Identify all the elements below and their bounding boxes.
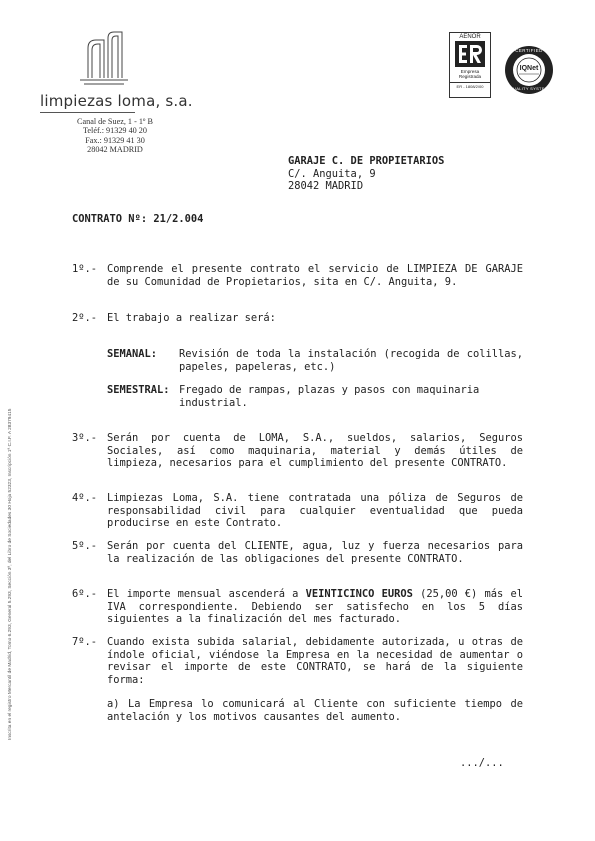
clause-number: 6º.-	[72, 588, 98, 600]
clause-5-text: Serán por cuenta del CLIENTE, agua, luz y fuerza necesarios para la realización de las obligaciones del presente CONTRATO.	[107, 540, 523, 565]
aenor-code: ER - 1808/2/00	[450, 82, 490, 89]
aenor-line1: Empresa	[460, 69, 480, 74]
iqnet-center: IQNet	[519, 65, 539, 72]
company-name: limpiezas loma, s.a.	[40, 92, 193, 110]
company-address	[60, 117, 170, 155]
aenor-er-icon	[455, 41, 485, 67]
contract-number: CONTRATO Nº: 21/2.004	[72, 213, 204, 225]
clause-6-amount: VEINTICINCO EUROS	[305, 588, 413, 600]
company-logo	[70, 28, 134, 90]
iqnet-ring-bottom: QUALITY SYSTEM	[509, 86, 549, 91]
clause-6-text	[107, 588, 523, 626]
address-line: 28042 MADRID	[87, 145, 143, 155]
clause-4-text: Limpiezas Loma, S.A. tiene contratada una póliza de Seguros de responsabilidad civil para cualquier eventualidad que pueda producirse en este Contrato.	[107, 492, 523, 530]
address-line: Fax.: 91329 41 30	[85, 135, 145, 145]
clause-number: 3º.-	[72, 432, 98, 444]
clause-2-text: El trabajo a realizar será:	[107, 312, 276, 324]
registry-side-note: Inscrita en el registro Mercantil de Madrid, Tomo 6.293, General 5.293, Sección 3ª, del Libro de Sociedades 30 Hoja 52323, Inscripción 1ª C.I.F. A 28379415	[8, 408, 13, 740]
clause-number: 7º.-	[72, 636, 98, 648]
clause-7-text: Cuando exista subida salarial, debidamente autorizada, u otras de índole oficial, viéndose la Empresa en la necesidad de aumentar o revisar el importe de este CONTRATO, se hará de la siguiente forma:	[107, 636, 523, 686]
clause-6-pre: El importe mensual ascenderá a	[107, 588, 306, 600]
logo-underline	[40, 112, 135, 113]
semanal-label: SEMANAL:	[107, 348, 158, 360]
clause-3-text: Serán por cuenta de LOMA, S.A., sueldos, salarios, Seguros Sociales, así como maquinaria, material y demás útiles de limpieza, necesarios para el cumplimiento del presente CONTRATO.	[107, 432, 523, 470]
address-line: Canal de Suez, 1 - 1º B	[77, 117, 153, 126]
clause-number: 5º.-	[72, 540, 98, 552]
recipient-street: C/. Anguita, 9	[288, 167, 376, 180]
recipient-block	[288, 155, 548, 193]
clause-6-post: (25,00 €) más el IVA correspondiente. Debiendo ser satisfecho en los 5 días siguientes a la finalización del mes facturado.	[107, 588, 523, 626]
aenor-line2: Registrada	[458, 74, 482, 79]
clause-number: 4º.-	[72, 492, 98, 504]
semestral-text: Fregado de rampas, plazas y pasos con maquinaria industrial.	[179, 384, 480, 409]
clause-number: 2º.-	[72, 312, 98, 324]
continuation-mark: .../...	[460, 757, 504, 769]
iqnet-ring-top: CERTIFIED	[515, 48, 543, 53]
semestral-label: SEMESTRAL:	[107, 384, 170, 396]
clause-1-text: Comprende el presente contrato el servicio de LIMPIEZA DE GARAJE de su Comunidad de Propietarios, sita en C/. Anguita, 9.	[107, 263, 523, 288]
aenor-title: AENOR	[459, 34, 481, 40]
clause-number: 1º.-	[72, 263, 98, 275]
clause-7a-text: a) La Empresa lo comunicará al Cliente con suficiente tiempo de antelación y los motivos causantes del aumento.	[107, 698, 523, 723]
address-line: Teléf.: 91329 40 20	[82, 126, 147, 136]
recipient-city: 28042 MADRID	[288, 180, 364, 193]
semanal-text: Revisión de toda la instalación (recogida de colillas, papeles, papeleras, etc.)	[179, 348, 523, 373]
logo-mark-icon	[70, 28, 134, 90]
iqnet-badge	[503, 44, 555, 96]
aenor-badge	[449, 32, 491, 98]
recipient-name: GARAJE C. DE PROPIETARIOS	[288, 155, 445, 167]
